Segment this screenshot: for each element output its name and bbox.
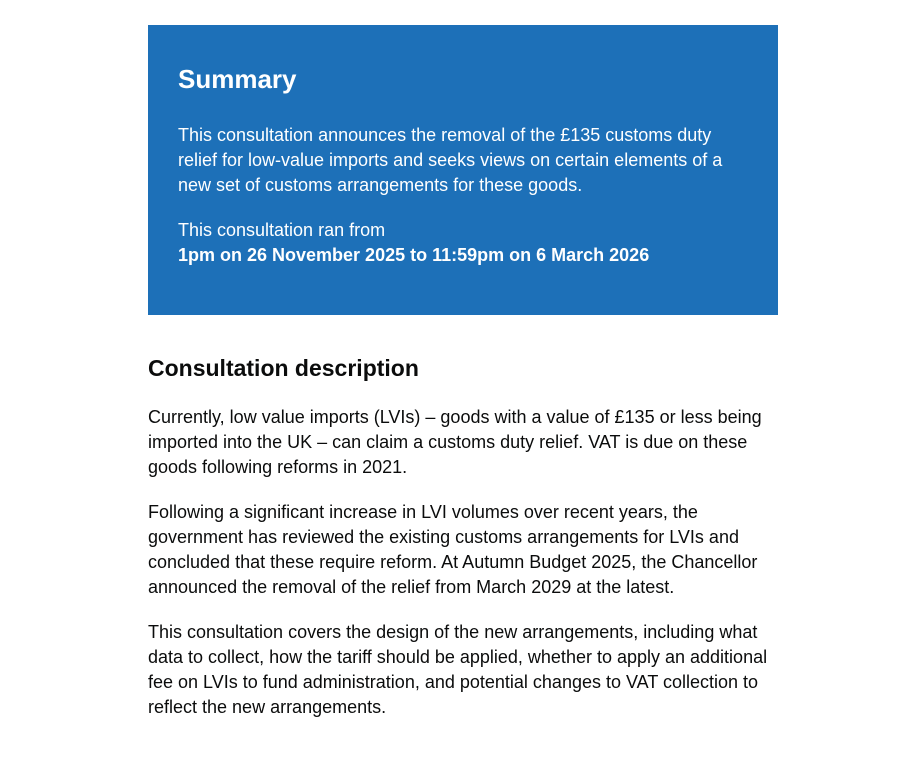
consultation-ran-dates: 1pm on 26 November 2025 to 11:59pm on 6 March 2026 (178, 245, 650, 265)
consultation-ran-label: This consultation ran from (178, 220, 386, 240)
summary-title: Summary (178, 64, 297, 94)
consultation-description-heading: Consultation description (148, 355, 419, 381)
consultation-description-section (148, 352, 778, 720)
description-paragraph: Following a significant increase in LVI volumes over recent years, the government has reviewed the existing customs arrangements for LVIs and concluded that these require reform. At Autumn Budget 2025, the Chancellor announced the removal of the relief from March 2029 at the latest. (148, 502, 758, 597)
description-paragraph: Currently, low value imports (LVIs) – goods with a value of £135 or less being imported into the UK – can claim a customs duty relief. VAT is due on these goods following reforms in 2021. (148, 407, 762, 477)
summary-box (148, 25, 778, 315)
description-paragraph: This consultation covers the design of the new arrangements, including what data to collect, how the tariff should be applied, whether to apply an additional fee on LVIs to fund administration, and potential changes to VAT collection to reflect the new arrangements. (148, 622, 768, 717)
summary-text: This consultation announces the removal of the £135 customs duty relief for low-value imports and seeks views on certain elements of a new set of customs arrangements for these goods. (178, 125, 723, 195)
